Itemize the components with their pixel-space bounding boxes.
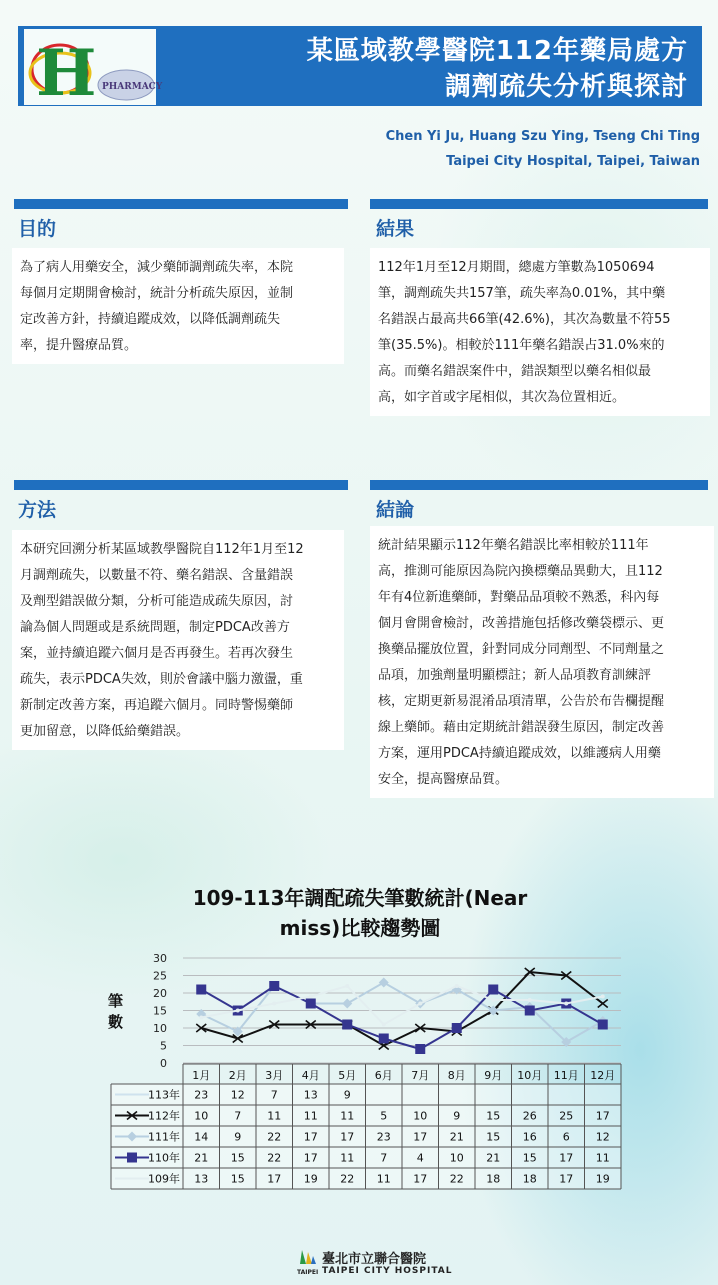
y-tick-label: 25 <box>153 969 167 983</box>
poster-title-line2: 調劑疏失分析與探討 <box>444 72 688 102</box>
data-table-cell: 25 <box>559 1109 574 1123</box>
conclusion-line: 統計結果顯示112年藥名錯誤比率相較於111年 <box>378 538 649 553</box>
data-point <box>415 1044 425 1054</box>
data-table-cell: 4 <box>416 1151 424 1165</box>
series-line-3 <box>201 986 603 1049</box>
footer-hospital-en: TAIPEI CITY HOSPITAL <box>322 1266 453 1276</box>
data-table-cell: 7 <box>270 1088 278 1102</box>
methods-line: 及劑型錯誤做分類，分析可能造成疏失原因，討 <box>20 594 294 609</box>
y-tick-label: 15 <box>153 1004 167 1018</box>
x-tick-label: 1月 <box>192 1069 211 1082</box>
legend-label: 113年 <box>148 1088 180 1102</box>
data-table-cell: 19 <box>303 1172 318 1186</box>
purpose-bar <box>14 199 348 209</box>
data-point <box>306 999 316 1009</box>
data-table-cell: 15 <box>522 1151 537 1165</box>
data-table-cell: 22 <box>449 1172 464 1186</box>
data-table-cell: 15 <box>230 1151 245 1165</box>
legend-label: 110年 <box>148 1151 180 1165</box>
data-table-cell: 7 <box>380 1151 388 1165</box>
data-point <box>379 978 389 988</box>
data-point <box>525 1006 535 1016</box>
data-point <box>601 995 605 999</box>
data-point <box>342 999 352 1009</box>
data-table-cell: 11 <box>340 1151 355 1165</box>
data-point <box>269 981 279 991</box>
results-line: 高。而藥名錯誤案件中，錯誤類型以藥名相似最 <box>378 364 652 379</box>
y-tick-label: 10 <box>153 1022 167 1035</box>
methods-line: 論為個人問題或是系統問題，制定PDCA改善方 <box>20 620 290 635</box>
conclusion-line: 年有4位新進藥師，對藥品品項較不熟悉，科內每 <box>378 590 660 605</box>
data-table-cell: 18 <box>486 1172 501 1186</box>
data-table-cell: 17 <box>413 1172 428 1186</box>
data-table-cell: 22 <box>267 1151 282 1165</box>
data-table-cell: 11 <box>303 1109 318 1123</box>
results-line: 高，如字首或字尾相似，其次為位置相近。 <box>378 390 626 405</box>
author-affiliation: Taipei City Hospital, Taipei, Taiwan <box>446 154 700 169</box>
data-table-cell: 15 <box>230 1172 245 1186</box>
x-tick-label: 4月 <box>301 1069 320 1082</box>
data-table-cell: 9 <box>453 1109 461 1123</box>
series-line-2 <box>201 983 603 1043</box>
data-point <box>598 1020 608 1030</box>
results-text-box <box>370 248 710 416</box>
data-table-cell: 7 <box>234 1109 242 1123</box>
data-point <box>199 1016 203 1020</box>
results-bar <box>370 199 708 209</box>
data-point <box>309 995 313 999</box>
data-table-cell: 17 <box>267 1172 282 1186</box>
methods-line: 疏失，表示PDCA失效，則於會議中腦力激盪，重 <box>20 672 303 687</box>
author-names: Chen Yi Ju, Huang Szu Ying, Tseng Chi Ting <box>385 129 700 144</box>
data-table-cell: 13 <box>303 1088 318 1102</box>
results-line: 112年1月至12月期間，總處方筆數為1050694 <box>378 260 655 275</box>
x-tick-label: 9月 <box>484 1069 503 1082</box>
methods-text-box <box>12 530 344 750</box>
conclusion-line: 高，推測可能原因為院內換標藥品異動大，且112 <box>378 564 663 579</box>
data-table-cell: 11 <box>376 1172 391 1186</box>
data-table-cell: 22 <box>340 1172 355 1186</box>
data-table-cell: 17 <box>303 1130 318 1144</box>
x-tick-label: 5月 <box>338 1069 357 1082</box>
conclusion-text-box <box>370 526 714 798</box>
legend-label: 109年 <box>148 1172 180 1186</box>
legend-label: 112年 <box>148 1109 180 1123</box>
poster-title-line1: 某區域教學醫院112年藥局處方 <box>306 36 688 66</box>
conclusion-line: 核，定期更新易混淆品項清單，公告於布告欄提醒 <box>378 694 665 709</box>
data-table-cell: 21 <box>449 1130 464 1144</box>
conclusion-line: 個月會開會檢討，改善措施包括修改藥袋標示、更 <box>378 616 665 631</box>
x-tick-label: 6月 <box>374 1069 393 1082</box>
data-table-cell: 22 <box>267 1130 282 1144</box>
purpose-line: 定改善方針，持續追蹤成效，以降低調劑疏失 <box>20 312 281 327</box>
logo-letter: H <box>36 36 97 111</box>
methods-line: 月調劑疏失，以數量不符、藥名錯誤、含量錯誤 <box>20 568 294 583</box>
x-tick-label: 7月 <box>411 1069 430 1082</box>
purpose-line: 率，提升醫療品質。 <box>20 338 138 353</box>
results-line: 筆，調劑疏失共157筆，疏失率為0.01%，其中藥 <box>378 286 666 301</box>
methods-line: 新制定改善方案，再追蹤六個月。同時警惕藥師 <box>20 698 294 713</box>
data-table-cell: 23 <box>194 1088 209 1102</box>
data-table-cell: 17 <box>595 1109 610 1123</box>
pharmacy-logo <box>24 29 163 111</box>
data-table-cell: 12 <box>595 1130 610 1144</box>
data-point <box>455 984 459 988</box>
data-table-cell: 11 <box>595 1151 610 1165</box>
data-point <box>379 1034 389 1044</box>
data-point <box>564 1002 568 1006</box>
data-table-cell: 11 <box>340 1109 355 1123</box>
x-tick-label: 11月 <box>553 1069 579 1082</box>
data-point <box>418 1002 422 1006</box>
y-tick-label: 5 <box>160 1039 167 1053</box>
purpose-line: 每個月定期開會檢討，統計分析疏失原因，並制 <box>20 286 294 301</box>
data-point <box>236 1009 240 1013</box>
conclusion-line: 線上藥師。藉由定期統計錯誤發生原因，制定改善 <box>378 720 665 735</box>
data-table-cell: 17 <box>559 1172 574 1186</box>
data-table-cell: 23 <box>376 1130 391 1144</box>
data-point <box>488 985 498 995</box>
methods-line: 案，並持續追蹤六個月是否再發生。若再次發生 <box>20 646 294 661</box>
data-table-cell: 9 <box>343 1088 351 1102</box>
data-table-cell: 17 <box>340 1130 355 1144</box>
y-tick-label: 0 <box>160 1057 167 1070</box>
legend-marker <box>127 1153 137 1163</box>
conclusion-line: 安全，提高醫療品質。 <box>378 772 509 787</box>
conclusion-line: 方案，運用PDCA持續追蹤成效，以維護病人用藥 <box>378 746 661 761</box>
data-table-cell: 10 <box>449 1151 464 1165</box>
data-table-cell: 18 <box>522 1172 537 1186</box>
y-tick-label: 20 <box>153 987 167 1000</box>
data-point <box>345 984 349 988</box>
data-point <box>342 1020 352 1030</box>
data-table-cell: 19 <box>595 1172 610 1186</box>
data-table-cell: 16 <box>522 1130 537 1144</box>
pharmacy-logo-icon <box>24 29 163 111</box>
data-table-cell: 21 <box>486 1151 501 1165</box>
purpose-text-box <box>12 248 344 364</box>
data-point <box>196 985 206 995</box>
conclusion-bar <box>370 480 708 490</box>
data-table-cell: 17 <box>559 1151 574 1165</box>
x-tick-label: 8月 <box>447 1069 466 1082</box>
logo-text: PHARMACY <box>102 82 163 92</box>
data-table-cell: 11 <box>267 1109 282 1123</box>
methods-title: 方法 <box>18 499 57 521</box>
x-tick-label: 3月 <box>265 1069 284 1082</box>
data-point <box>598 1000 608 1008</box>
data-table-cell: 5 <box>380 1109 388 1123</box>
data-table-cell: 13 <box>194 1172 209 1186</box>
data-table-cell: 14 <box>194 1130 209 1144</box>
purpose-title: 目的 <box>18 218 57 240</box>
x-tick-label: 2月 <box>228 1069 247 1082</box>
data-point <box>272 1002 276 1006</box>
data-table-cell: 6 <box>562 1130 570 1144</box>
x-tick-label: 12月 <box>590 1069 616 1082</box>
results-title: 結果 <box>376 218 415 240</box>
x-tick-label: 10月 <box>517 1069 543 1082</box>
logo-caption: TAIPEI <box>297 1269 319 1276</box>
y-tick-label: 30 <box>153 952 167 965</box>
data-point <box>491 998 495 1002</box>
conclusion-title: 結論 <box>376 499 415 521</box>
chart-title-line1: 109-113年調配疏失筆數統計(Near <box>192 886 528 910</box>
data-point <box>452 1023 462 1033</box>
methods-line: 更加留意，以降低給藥錯誤。 <box>20 724 190 739</box>
trend-chart <box>0 940 718 1210</box>
chart-ylabel: 筆數 <box>108 992 124 1031</box>
data-table-cell: 26 <box>522 1109 537 1123</box>
data-table-cell: 21 <box>194 1151 209 1165</box>
footer-hospital-zh: 臺北市立聯合醫院 <box>322 1252 427 1267</box>
legend-label: 111年 <box>148 1130 180 1144</box>
data-table-cell: 12 <box>230 1088 245 1102</box>
data-table-cell: 15 <box>486 1109 501 1123</box>
results-line: 筆(35.5%)。相較於111年藥名錯誤占31.0%來的 <box>378 338 665 353</box>
data-table-cell: 10 <box>413 1109 428 1123</box>
conclusion-line: 品項，加強劑量明顯標註；新人品項教育訓練評 <box>378 668 652 683</box>
data-table-cell: 17 <box>413 1130 428 1144</box>
data-table-cell: 9 <box>234 1130 242 1144</box>
data-table-cell: 10 <box>194 1109 209 1123</box>
methods-line: 本研究回溯分析某區域教學醫院自112年1月至12 <box>20 542 304 557</box>
data-table-cell: 15 <box>486 1130 501 1144</box>
data-table-cell: 17 <box>303 1151 318 1165</box>
purpose-line: 為了病人用藥安全，減少藥師調劑疏失率，本院 <box>20 260 294 275</box>
taipei-hospital-logo-icon <box>296 1248 320 1276</box>
data-point <box>382 1023 386 1027</box>
data-point <box>528 998 532 1002</box>
chart-title-line2: miss)比較趨勢圖 <box>279 916 441 940</box>
methods-bar <box>14 480 348 490</box>
results-line: 名錯誤占最高共66筆(42.6%)，其次為數量不符55 <box>378 312 671 327</box>
conclusion-line: 換藥品擺放位置，針對同成分同劑型、不同劑量之 <box>378 642 665 657</box>
